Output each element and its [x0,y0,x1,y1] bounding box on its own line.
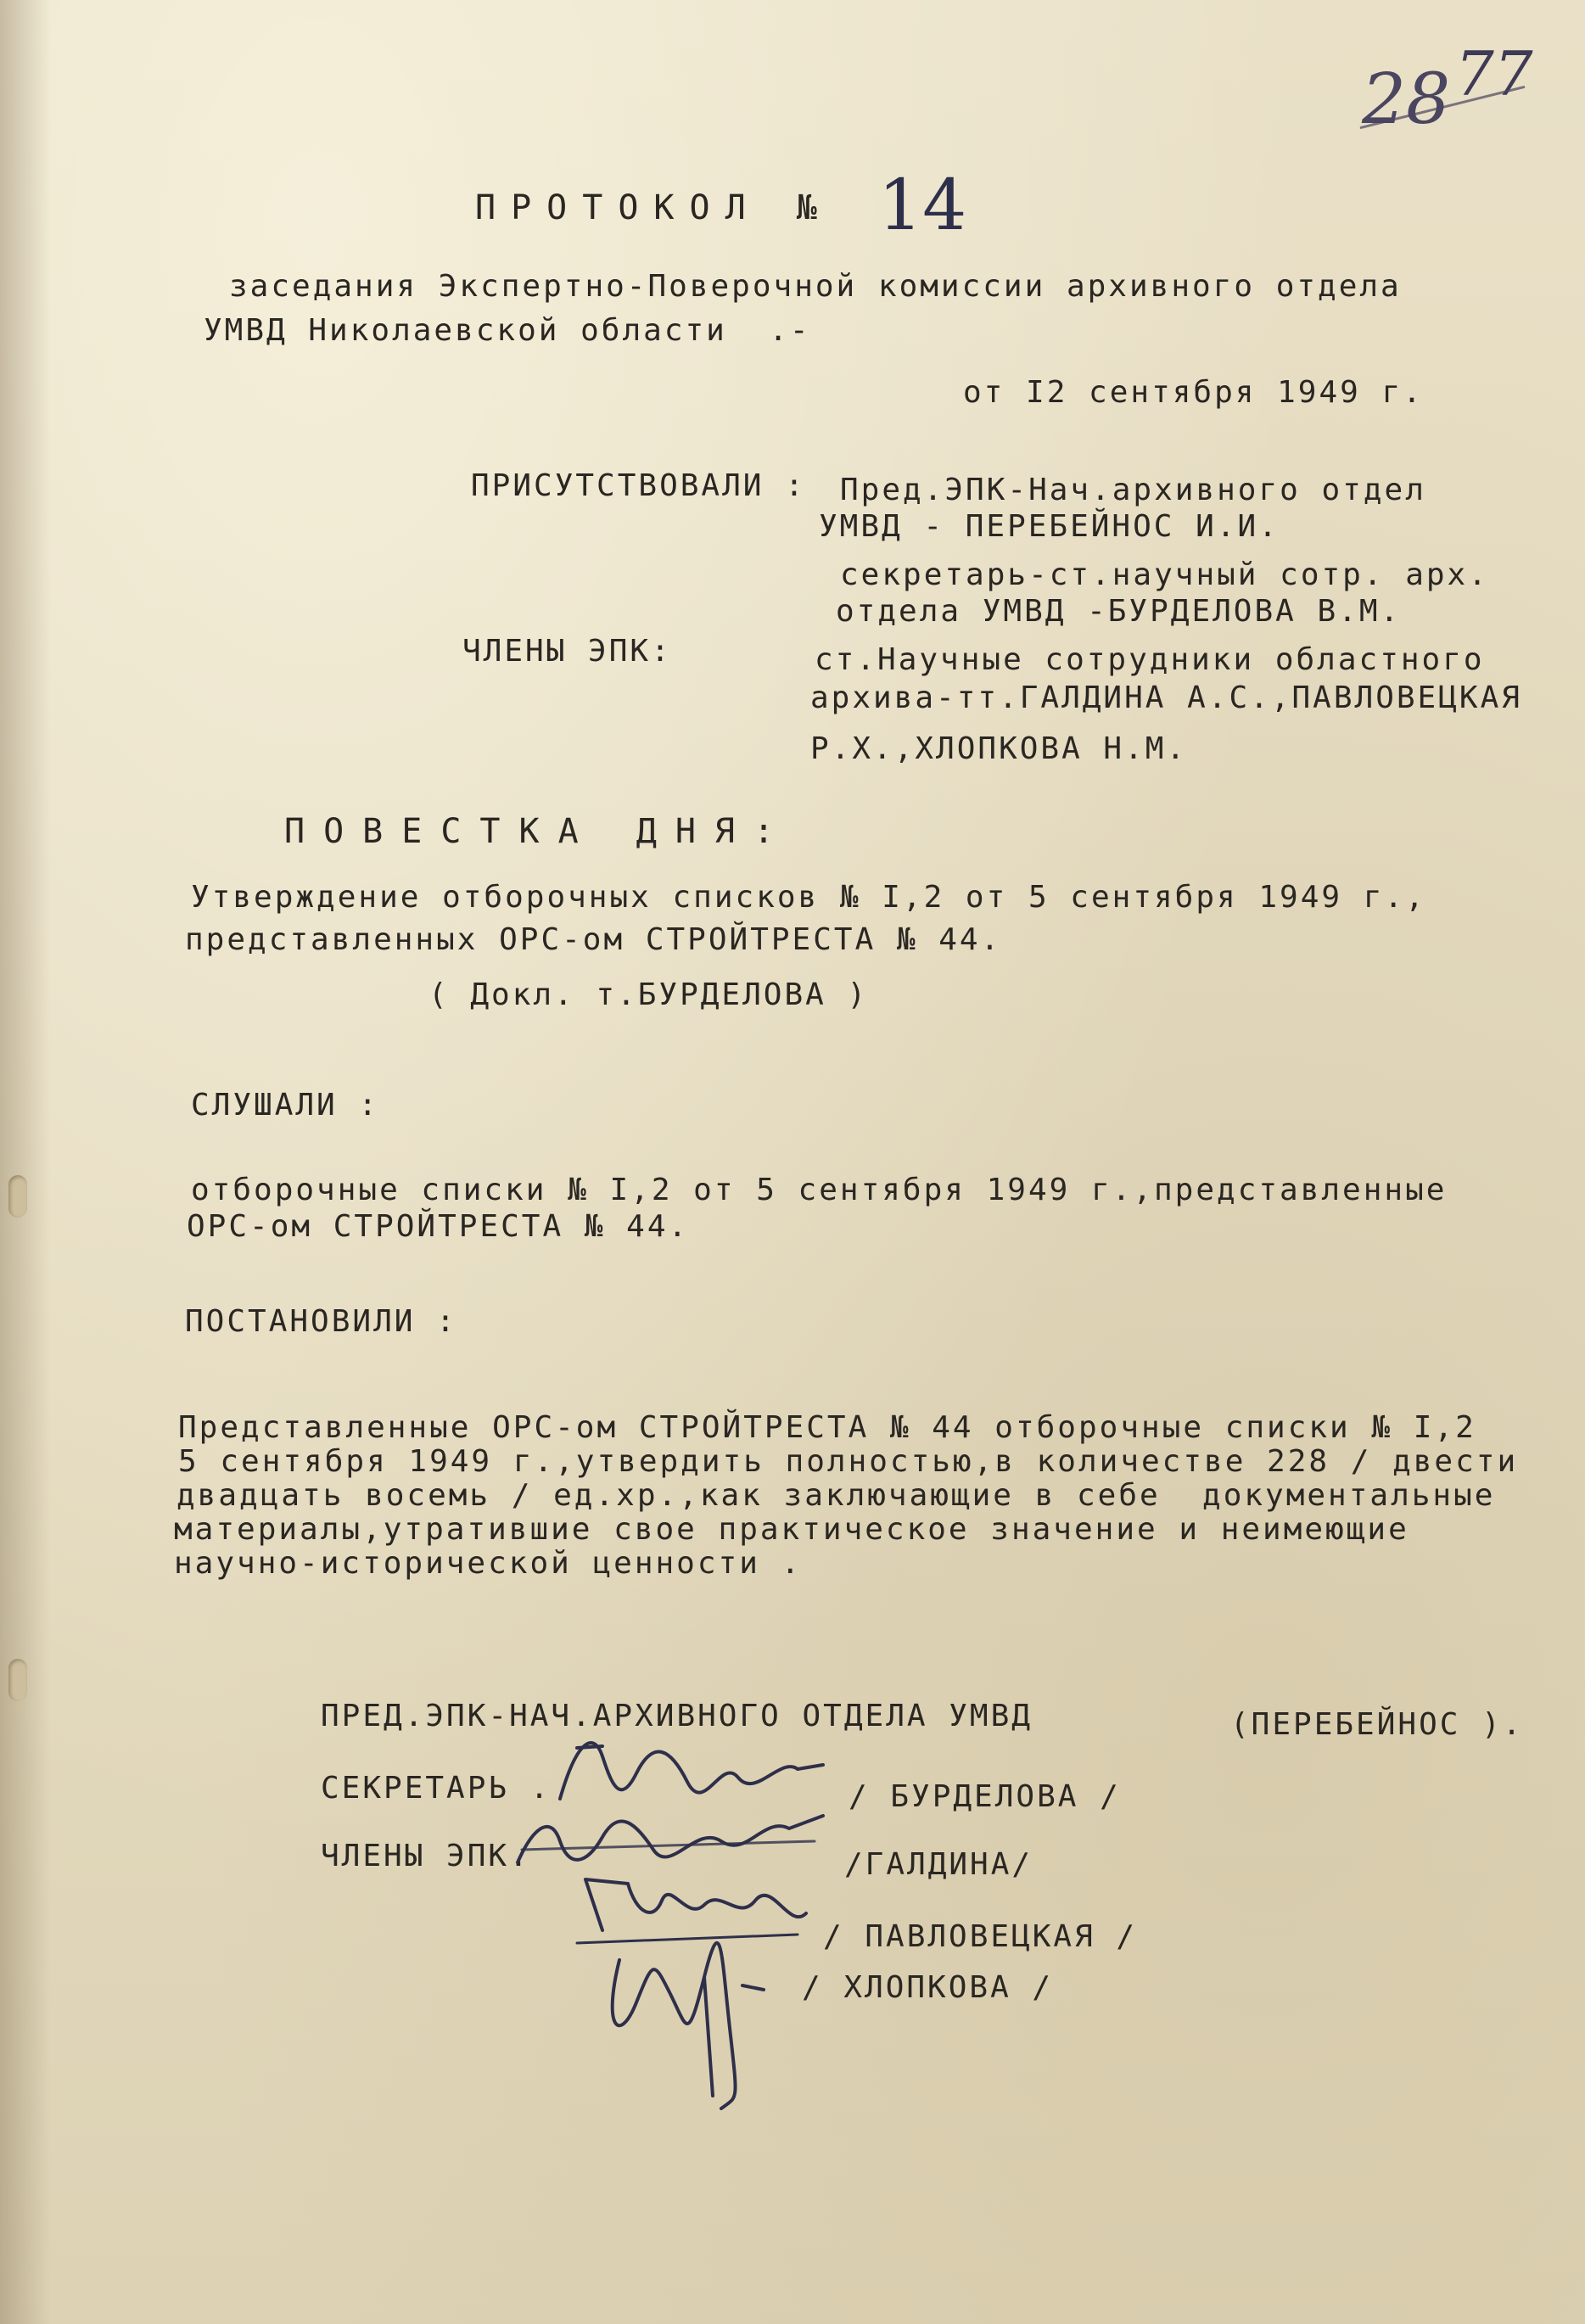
members-line-1: ст.Научные сотрудники областного [815,642,1485,677]
present-chair-line-1: Пред.ЭПК-Нач.архивного отдел [840,473,1426,507]
page-edge-shadow [0,0,51,2324]
signature-member-1-name: /ГАЛДИНА/ [844,1847,1033,1882]
resolved-line-2: 5 сентября 1949 г.,утвердить полностью,в количестве 228 / двести [178,1444,1519,1479]
signature-secretary-name: / БУРДЕЛОВА / [849,1779,1121,1814]
member-3-signature [594,1926,798,2121]
agenda-line-2: представленных ОРС-ом СТРОЙТРЕСТА № 44. [185,922,1002,957]
signature-chair-name: (ПЕРЕБЕЙНОС ). [1230,1707,1524,1742]
signature-secretary-label: СЕКРЕТАРЬ . [321,1771,552,1806]
resolved-line-5: научно-исторической ценности . [174,1546,803,1581]
members-line-3: Р.Х.,ХЛОПКОВА Н.М. [810,731,1188,766]
resolved-label: ПОСТАНОВИЛИ : [185,1304,457,1339]
present-chair-line-2: УМВД - ПЕРЕБЕЙНОС И.И. [819,509,1280,544]
signature-members-label: ЧЛЕНЫ ЭПК. [321,1839,530,1873]
heard-line-1: отборочные списки № I,2 от 5 сентября 1949 г.,представленные [191,1173,1448,1207]
document-date: от I2 сентября 1949 г. [963,375,1424,410]
present-secretary-line-1: секретарь-ст.научный сотр. арх. [840,557,1489,592]
present-secretary-line-2: отдела УМВД -БУРДЕЛОВА В.М. [836,594,1402,629]
heard-label: СЛУШАЛИ : [191,1088,380,1123]
resolved-line-1: Представленные ОРС-ом СТРОЙТРЕСТА № 44 отборочные списки № I,2 [178,1410,1476,1445]
agenda-line-1: Утверждение отборочных списков № I,2 от 5 сентября 1949 г., [191,880,1426,915]
punch-hole [8,1175,27,1218]
resolved-line-3: двадцать восемь / ед.хр.,как заключающие в себе документальные [176,1478,1496,1513]
signature-member-3-name: / ХЛОПКОВА / [802,1970,1054,2005]
members-label: ЧЛЕНЫ ЭПК: [462,634,672,669]
header-line-2: УМВД Николаевской области .- [204,313,811,348]
page-number: 28 [1362,59,1451,140]
page-title: ПРОТОКОЛ № [475,188,832,227]
header-line-1: заседания Экспертно-Поверочной комиссии архивного отдела [229,269,1402,304]
signature-chair-label: ПРЕД.ЭПК-НАЧ.АРХИВНОГО ОТДЕЛА УМВД [321,1699,1033,1733]
page-number-alt: 77 [1455,38,1533,109]
agenda-speaker: ( Докл. т.БУРДЕЛОВА ) [428,977,869,1012]
agenda-title: ПОВЕСТКА ДНЯ: [284,812,793,851]
signature-member-2-name: / ПАВЛОВЕЦКАЯ / [823,1919,1138,1954]
protocol-number: 14 [878,165,967,246]
punch-hole [8,1659,27,1701]
heard-line-2: ОРС-ом СТРОЙТРЕСТА № 44. [187,1209,690,1244]
members-line-2: архива-тт.ГАЛДИНА А.С.,ПАВЛОВЕЦКАЯ [810,680,1522,715]
present-label: ПРИСУТСТВОВАЛИ : [471,468,806,503]
resolved-line-4: материалы,утратившие свое практическое значение и неимеющие [174,1512,1409,1547]
